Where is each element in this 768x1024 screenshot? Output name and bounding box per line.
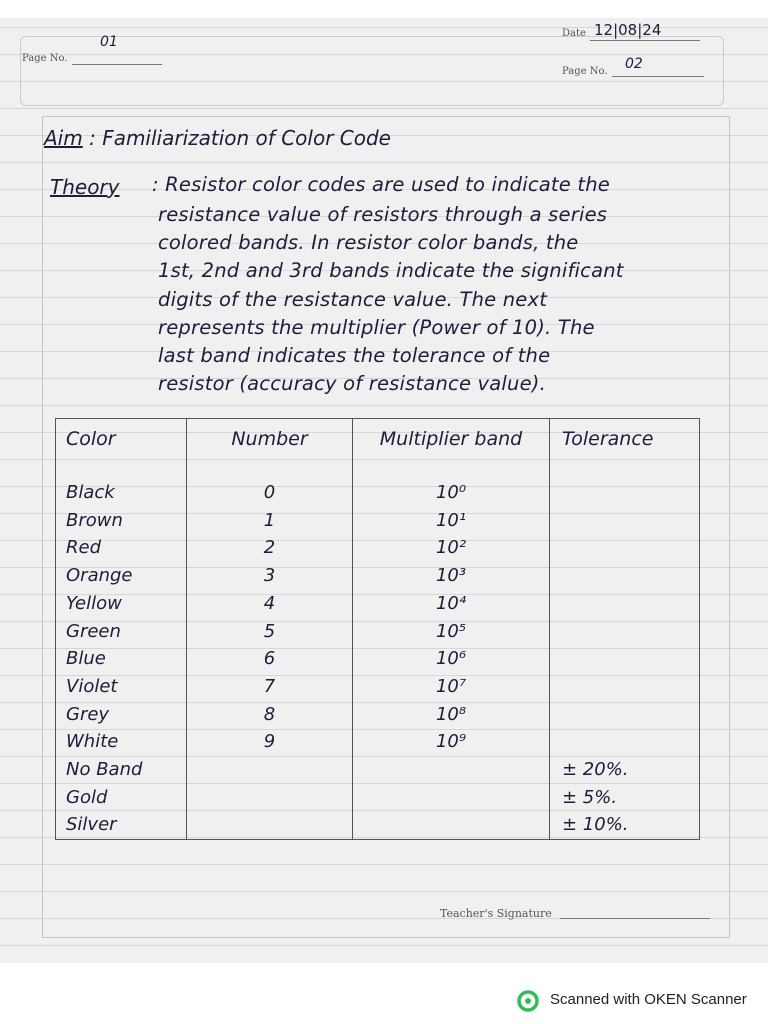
- table-row: [56, 479, 700, 507]
- cell-number: 3: [187, 562, 353, 590]
- cell-number: [187, 756, 353, 784]
- table-row: [56, 701, 700, 729]
- cell-color: Red: [56, 534, 187, 562]
- table-row: [56, 534, 700, 562]
- page-no-right-value: 02: [625, 56, 643, 72]
- table-row: [56, 562, 700, 590]
- header-multiplier: Multiplier band: [353, 419, 550, 460]
- cell-color: Black: [56, 479, 187, 507]
- cell-color: Gold: [56, 784, 187, 812]
- table-row: [56, 784, 700, 812]
- cell-color: Grey: [56, 701, 187, 729]
- cell-color: White: [56, 728, 187, 756]
- scanner-credit: Scanned with OKEN Scanner: [550, 991, 747, 1008]
- cell-multiplier: 10³: [353, 562, 550, 590]
- header-tolerance: Tolerance: [550, 419, 700, 460]
- cell-multiplier: [353, 784, 550, 812]
- theory-line-3: colored bands. In resistor color bands, the: [158, 231, 579, 254]
- cell-number: 2: [187, 534, 353, 562]
- table-header-row: [56, 419, 700, 460]
- aim-heading: [44, 126, 391, 150]
- table-row: [56, 645, 700, 673]
- cell-multiplier: 10⁶: [353, 645, 550, 673]
- cell-multiplier: 10⁴: [353, 590, 550, 618]
- cell-number: 4: [187, 590, 353, 618]
- date-value: 12|08|24: [594, 21, 662, 39]
- cell-number: 9: [187, 728, 353, 756]
- teacher-signature-label: Teacher's Signature: [440, 907, 552, 920]
- cell-number: [187, 784, 353, 812]
- cell-tolerance: [550, 645, 700, 673]
- cell-number: 8: [187, 701, 353, 729]
- theory-line-4: 1st, 2nd and 3rd bands indicate the significant: [158, 259, 624, 282]
- cell-tolerance: [550, 701, 700, 729]
- table-row: [56, 673, 700, 701]
- page-no-value: 01: [100, 34, 118, 50]
- cell-color: Green: [56, 618, 187, 646]
- cell-multiplier: 10⁹: [353, 728, 550, 756]
- header-box: [20, 36, 724, 106]
- cell-tolerance: ± 10%.: [550, 811, 700, 839]
- header-number: Number: [187, 419, 353, 460]
- cell-number: 0: [187, 479, 353, 507]
- cell-color: Violet: [56, 673, 187, 701]
- cell-tolerance: [550, 673, 700, 701]
- cell-number: 5: [187, 618, 353, 646]
- cell-number: 1: [187, 507, 353, 535]
- cell-multiplier: 10⁷: [353, 673, 550, 701]
- cell-color: Blue: [56, 645, 187, 673]
- cell-number: [187, 811, 353, 839]
- cell-tolerance: [550, 507, 700, 535]
- page-no-right-underline: [612, 76, 704, 77]
- table-row: [56, 756, 700, 784]
- cell-multiplier: 10⁵: [353, 618, 550, 646]
- date-underline: [590, 40, 700, 41]
- theory-line-1: : Resistor color codes are used to indicate the: [152, 173, 610, 196]
- theory-line-2: resistance value of resistors through a series: [158, 203, 608, 226]
- theory-line-6: represents the multiplier (Power of 10). The: [158, 316, 595, 339]
- cell-color: Yellow: [56, 590, 187, 618]
- cell-tolerance: [550, 728, 700, 756]
- cell-multiplier: 10²: [353, 534, 550, 562]
- cell-tolerance: [550, 534, 700, 562]
- cell-tolerance: [550, 590, 700, 618]
- cell-tolerance: [550, 479, 700, 507]
- aim-label: Aim: [44, 126, 83, 150]
- date-label: Date: [562, 28, 586, 39]
- cell-multiplier: [353, 811, 550, 839]
- cell-multiplier: 10¹: [353, 507, 550, 535]
- table-row: [56, 590, 700, 618]
- header-color: Color: [56, 419, 187, 460]
- cell-tolerance: [550, 562, 700, 590]
- cell-multiplier: 10⁰: [353, 479, 550, 507]
- table-row: [56, 811, 700, 839]
- cell-tolerance: ± 20%.: [550, 756, 700, 784]
- color-code-table: [55, 418, 700, 840]
- page-no-underline: [72, 64, 162, 65]
- cell-tolerance: [550, 618, 700, 646]
- cell-multiplier: [353, 756, 550, 784]
- cell-color: Brown: [56, 507, 187, 535]
- table-row: [56, 618, 700, 646]
- cell-tolerance: ± 5%.: [550, 784, 700, 812]
- table-row: [56, 507, 700, 535]
- page-no-label: Page No.: [22, 53, 68, 64]
- theory-line-8: resistor (accuracy of resistance value).: [158, 372, 547, 395]
- cell-number: 6: [187, 645, 353, 673]
- theory-label: Theory: [50, 175, 120, 199]
- page-no-right-label: Page No.: [562, 66, 608, 77]
- cell-color: Orange: [56, 562, 187, 590]
- table-row: [56, 728, 700, 756]
- oken-scanner-logo-icon: [517, 990, 539, 1012]
- aim-text: : Familiarization of Color Code: [89, 126, 391, 150]
- table-spacer-row: [56, 459, 700, 479]
- cell-color: No Band: [56, 756, 187, 784]
- theory-line-7: last band indicates the tolerance of the: [158, 344, 551, 367]
- cell-multiplier: 10⁸: [353, 701, 550, 729]
- theory-line-5: digits of the resistance value. The next: [158, 288, 548, 311]
- cell-color: Silver: [56, 811, 187, 839]
- cell-number: 7: [187, 673, 353, 701]
- signature-line: [560, 918, 710, 919]
